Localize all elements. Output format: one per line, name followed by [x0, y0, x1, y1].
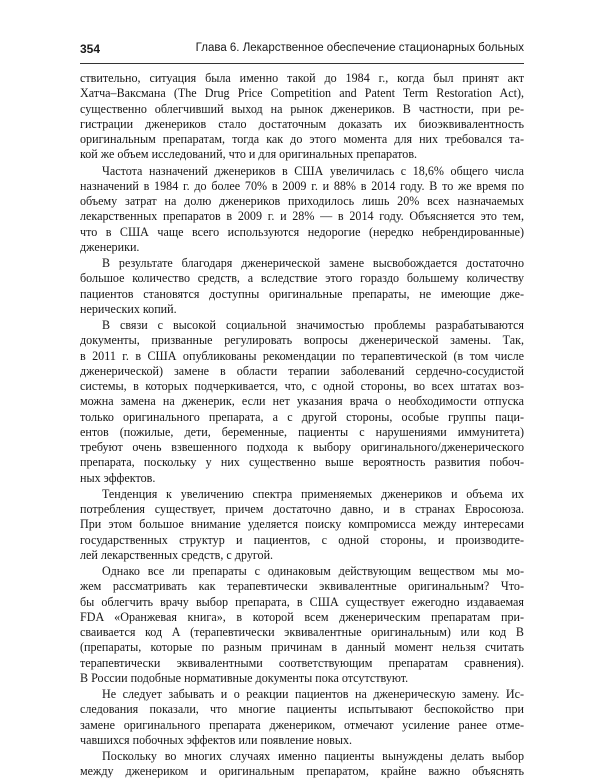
- text-line: В России подобные нормативные документы пока отсутствуют.: [80, 670, 409, 685]
- text-line: жем рассматривать как терапевтически эквивалентные оригинальным? Что-: [80, 579, 524, 594]
- text-line: между дженериком и оригинальным препаратом, крайне важно объяснять: [80, 764, 524, 779]
- text-line: препарата, поскольку у них существенно выше вероятность развития побоч-: [80, 455, 524, 470]
- paragraph: [80, 164, 524, 256]
- text-line: замене оригинального препарата дженериком, отмечают усиление ранее отме-: [80, 717, 524, 732]
- paragraph: [80, 256, 524, 317]
- chapter-title: Глава 6. Лекарственное обеспечение стационарных больных: [195, 42, 524, 54]
- paragraph: [80, 749, 524, 780]
- text-line: оригинальным препаратам, тогда как до этого момента для них требовался та-: [80, 132, 524, 146]
- text-line: Однако все ли препараты с одинаковым действующим веществом мы мо-: [102, 564, 524, 578]
- text-line: гистрации дженериков стало достаточным доказать их биоэквивалентность: [80, 116, 524, 131]
- text-line: государственных структур и пациентов, с одной стороны, и производите-: [80, 532, 524, 547]
- text-line: назначений в 1984 г. до более 70% в 2009 г. и 88% в 2014 году. В то же время по: [80, 178, 524, 193]
- text-line: Поскольку во многих случаях именно пациенты вынуждены делать выбор: [102, 749, 524, 763]
- text-line: бы облегчить врачу выбор препарата, в США существует ежегодно издаваемая: [80, 594, 524, 609]
- text-line: системы, в которых подчеркивается, что, с одной стороны, во всех штатах воз-: [80, 379, 524, 393]
- text-line: ных эффектов.: [80, 470, 156, 485]
- text-line: пациентов становятся доступны оригинальные препараты, не имеющие дже-: [80, 286, 524, 301]
- text-line: Хатча–Ваксмана (The Drug Price Competition and Patent Term Restoration Act),: [80, 86, 524, 101]
- text-line: В результате благодаря дженерической замене высвобождается достаточно: [102, 256, 524, 270]
- text-line: только оригинального препарата, а с другой стороны, особые группы паци-: [80, 409, 524, 424]
- text-line: (препараты, которые по разным причинам в данный момент нельзя считать: [80, 640, 524, 655]
- page-number: 354: [80, 42, 101, 56]
- text-line: что в США чаще всего используются недорогие (нередко небрендированные): [80, 224, 524, 239]
- text-line: кой же объем исследований, что и для оригинальных препаратов.: [80, 147, 418, 162]
- text-line: лекарственных препаратов в 2009 г. и 28% — в 2014 году. Объясняется это тем,: [80, 209, 524, 224]
- text-line: требуют очень взвешенного подхода к выбору оригинального/дженерического: [80, 440, 524, 454]
- body-text: [80, 71, 524, 781]
- text-line: дженерики.: [80, 239, 140, 254]
- paragraph: [80, 564, 524, 686]
- text-line: чавшихся побочных эффектов или появление новых.: [80, 732, 353, 747]
- running-header: [80, 42, 524, 62]
- text-line: можна замена на дженерик, если нет указания врача о необходимости отпуска: [80, 394, 524, 409]
- text-line: FDA «Оранжевая книга», в которой всем дженерическим препаратам при-: [80, 609, 524, 624]
- text-line: объему затрат на долю дженериков приходилось лишь 20% всех назначаемых: [80, 194, 524, 208]
- text-line: большое количество средств, а вследствие этого гораздо большему количеству: [80, 271, 524, 286]
- text-line: лей лекарственных средств, с другой.: [80, 547, 274, 562]
- text-line: следования показали, что многие пациенты испытывают беспокойство при: [80, 702, 524, 717]
- text-line: в 2011 г. в США опубликованы рекомендации по терапевтической (в том числе: [80, 348, 524, 363]
- paragraph: [80, 687, 524, 748]
- text-line: Частота назначений дженериков в США увеличилась с 18,6% общего числа: [102, 163, 524, 178]
- text-line: Тенденция к увеличению спектра применяемых дженериков и объема их: [102, 486, 524, 501]
- text-line: потребления существует, причем достаточно давно, и в странах Евросоюза.: [80, 502, 524, 516]
- text-line: Не следует забывать и о реакции пациентов на дженерическую замену. Ис-: [102, 687, 524, 701]
- text-line: В связи с высокой социальной значимостью проблемы разрабатываются: [102, 318, 524, 332]
- text-line: дженерической) замене в области терапии заболеваний сердечно-сосудистой: [80, 363, 524, 378]
- text-line: нерических копий.: [80, 301, 177, 316]
- paragraph: [80, 318, 524, 486]
- text-line: терапевтически эквивалентными соответствующим препаратам сравнения).: [80, 655, 524, 670]
- text-line: сваивается код А (терапевтически эквивалентные оригинальным) или код В: [80, 625, 524, 639]
- paragraph: [80, 71, 524, 163]
- text-line: ентов (пожилые, дети, беременные, пациенты с нарушениями иммунитета): [80, 424, 524, 439]
- header-rule: [80, 63, 524, 64]
- text-line: существенно облегчивший выход на рынок дженериков. В частности, при ре-: [80, 101, 524, 116]
- text-line: документы, призванные регулировать вопросы дженерической замены. Так,: [80, 333, 524, 348]
- text-line: ствительно, ситуация была именно такой до 1984 г., когда был принят акт: [80, 71, 524, 85]
- text-line: При этом большое внимание уделяется поиску компромисса между интересами: [80, 517, 524, 532]
- paragraph: [80, 487, 524, 563]
